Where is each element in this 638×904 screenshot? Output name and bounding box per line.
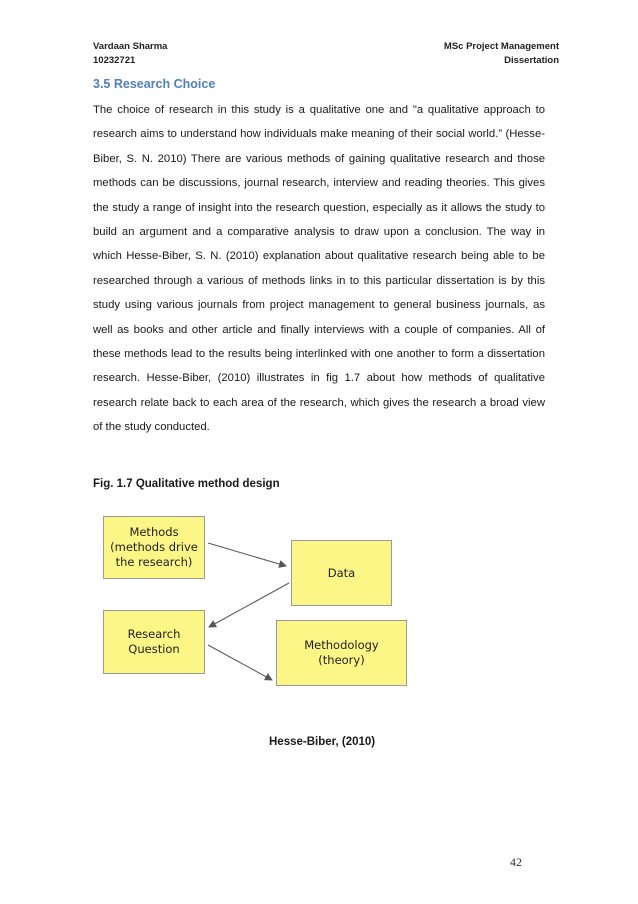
- diagram-box-research-question: [103, 610, 205, 674]
- header-student-id: 10232721: [93, 55, 136, 66]
- figure-title: Fig. 1.7 Qualitative method design: [93, 478, 280, 490]
- body-paragraph: The choice of research in this study is a qualitative one and "a qualitative approach to research aims to understand how individuals make meaning of their social world.” (Hesse-Biber, S. N. 2010) There are various methods of gaining qualitative research and those methods can be discussions, journal research, interview and reading theories. This gives the study a range of insight into the research question, especially as it allows the study to build an argument and a comparative analysis to draw upon a conclusion. The way in which Hesse-Biber, S. N. (2010) explanation about qualitative research being able to be researched through a various of methods links in to this particular dissertation is by this study using various journals from project management to general business journals, as well as books and other article and finally interviews with a couple of companies. All of these methods lead to the results being interlinked with one another to form a dissertation research. Hesse-Biber, (2010) illustrates in fig 1.7 about how methods of qualitative research relate back to each area of the research, which gives the research a broad view of the study conducted.: [93, 104, 545, 434]
- arrow-methods-to-data: [208, 543, 286, 566]
- header-author: Vardaan Sharma: [93, 41, 168, 52]
- figure-caption: Hesse-Biber, (2010): [269, 736, 376, 748]
- diagram-box-research-question-label: Research Question: [127, 627, 181, 656]
- section-title: 3.5 Research Choice: [93, 77, 216, 91]
- diagram-box-methodology: [276, 620, 407, 686]
- diagram-box-methodology-label: Methodology (theory): [304, 638, 379, 667]
- diagram-box-methods-label: Methods (methods drive the research): [110, 525, 198, 569]
- page-number: 42: [510, 855, 522, 869]
- arrow-research-question-to-methodology: [208, 645, 272, 680]
- header-left: [93, 40, 167, 68]
- header-right: [444, 40, 559, 68]
- diagram-box-methods: [103, 516, 205, 579]
- header-program: MSc Project Management: [443, 41, 559, 52]
- header-doc-type: Dissertation: [504, 55, 559, 66]
- diagram-box-data-label: Data: [327, 565, 356, 580]
- diagram-box-data: [291, 540, 392, 606]
